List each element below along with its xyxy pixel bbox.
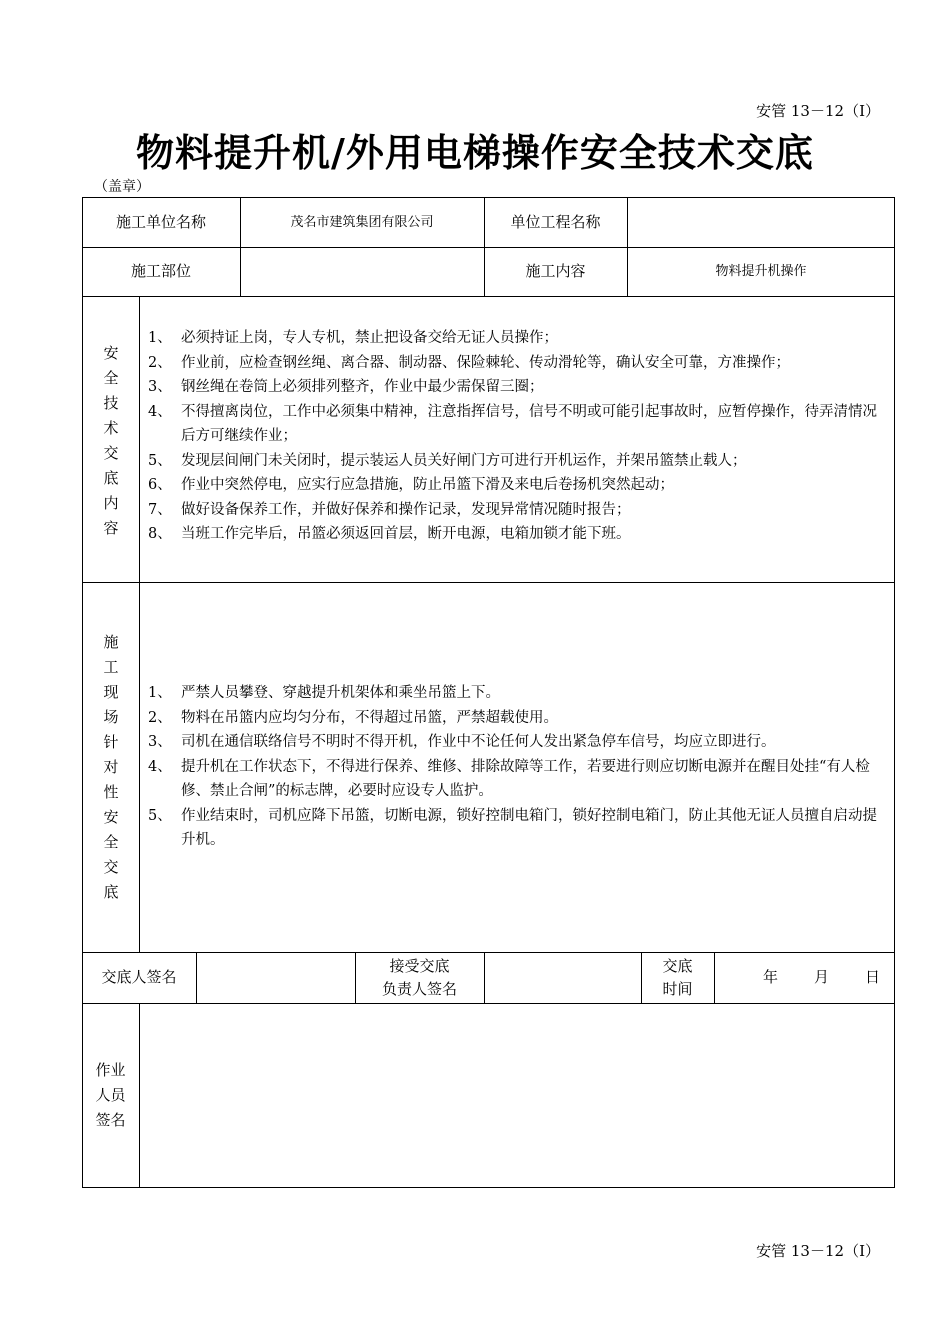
safety-item-text: 必须持证上岗，专人专机，禁止把设备交给无证人员操作； bbox=[180, 330, 558, 346]
page-title: 物料提升机/外用电梯操作安全技术交底 bbox=[136, 130, 814, 175]
safety-items-list bbox=[148, 326, 890, 547]
col-divider bbox=[139, 296, 140, 952]
unit-name-label: 施工单位名称 bbox=[115, 212, 206, 231]
workers-signature-field[interactable] bbox=[139, 1003, 895, 1188]
safety-item bbox=[148, 449, 890, 474]
site-item-number: 2、 bbox=[148, 709, 181, 726]
safety-item-text: 发现层间闸门未关闭时，提示装运人员关好闸门方可进行开机运作，并架吊篮禁止载人； bbox=[180, 452, 747, 469]
receiver-signature-field[interactable] bbox=[484, 952, 641, 1003]
content-value[interactable]: 物料提升机操作 bbox=[715, 264, 807, 279]
safety-item-text: 作业前，应检查钢丝绳、离合器、制动器、保险棘轮、传动滑轮等，确认安全可靠，方准操作； bbox=[180, 354, 790, 371]
safety-item-text: 不得擅离岗位，工作中必须集中精神，注意指挥信号，信号不明或可能引起事故时，应暂停操作，待弄清情况后方可继续作业； bbox=[180, 403, 877, 444]
row-divider bbox=[82, 296, 895, 297]
safety-item-number: 4、 bbox=[148, 403, 181, 420]
site-item-text: 提升机在工作状态下，不得进行保养、维修、排除故障等工作，若要进行则应切断电源并在醒目处挂“有人检修、禁止合闸”的标志牌，必要时应设专人监护。 bbox=[180, 758, 870, 799]
site-item bbox=[148, 681, 890, 706]
site-item-text: 严禁人员攀登、穿越提升机架体和乘坐吊篮上下。 bbox=[180, 685, 500, 701]
safety-item-number: 6、 bbox=[148, 477, 181, 493]
safety-item bbox=[148, 326, 890, 351]
safety-section-label: 安全技术交底内容 bbox=[103, 344, 119, 537]
time-label bbox=[641, 952, 714, 1003]
site-item-text: 物料在吊篮内应均匀分布，不得超过吊篮，严禁超载使用。 bbox=[180, 709, 558, 726]
workers-label-line1: 作业 bbox=[95, 1061, 126, 1079]
receiver-label-line1: 接受交底 bbox=[389, 956, 450, 975]
site-items-list bbox=[148, 681, 890, 853]
date-month: 月 bbox=[814, 968, 830, 986]
giver-signature-label: 交底人签名 bbox=[101, 968, 177, 986]
site-section-label: 施工现场针对性安全交底 bbox=[103, 633, 119, 901]
safety-item bbox=[148, 400, 890, 449]
unit-name-value[interactable]: 茂名市建筑集团有限公司 bbox=[290, 214, 434, 230]
safety-item-number: 3、 bbox=[148, 379, 181, 395]
document-code-bottom: 安管 13－12（Ⅰ） bbox=[756, 1242, 880, 1260]
safety-item-text: 做好设备保养工作，并做好保养和操作记录，发现异常情况随时报告； bbox=[180, 501, 631, 518]
safety-item-number: 7、 bbox=[148, 501, 181, 518]
giver-signature-field[interactable] bbox=[196, 952, 355, 1003]
location-value[interactable] bbox=[240, 247, 484, 296]
site-item-number: 5、 bbox=[148, 807, 181, 824]
time-label-line1: 交底 bbox=[662, 956, 693, 975]
safety-item-number: 2、 bbox=[148, 354, 181, 371]
time-label-line2: 时间 bbox=[662, 979, 693, 998]
site-item-number: 4、 bbox=[148, 758, 181, 775]
safety-item-text: 作业中突然停电，应实行应急措施，防止吊篮下滑及来电后卷扬机突然起动； bbox=[180, 477, 674, 493]
site-item bbox=[148, 706, 890, 731]
site-item-number: 1、 bbox=[148, 685, 181, 701]
safety-item bbox=[148, 498, 890, 523]
document-code-top: 安管 13－12（Ⅰ） bbox=[756, 102, 880, 120]
safety-item-number: 8、 bbox=[148, 526, 181, 542]
date-field[interactable] bbox=[714, 952, 895, 1003]
safety-item-text: 钢丝绳在卷筒上必须排列整齐，作业中最少需保留三圈； bbox=[180, 379, 544, 395]
safety-item bbox=[148, 522, 890, 547]
site-item-text: 司机在通信联络信号不明时不得开机，作业中不论任何人发出紧急停车信号，均应立即进行。 bbox=[180, 734, 776, 750]
row-divider bbox=[82, 582, 895, 583]
workers-label-line2: 人员 bbox=[95, 1086, 126, 1104]
safety-item-number: 5、 bbox=[148, 452, 181, 469]
safety-item bbox=[148, 473, 890, 498]
safety-item bbox=[148, 351, 890, 376]
project-name-label: 单位工程名称 bbox=[510, 212, 601, 231]
seal-label: （盖章） bbox=[94, 179, 150, 195]
project-name-value[interactable] bbox=[627, 197, 895, 247]
site-item-number: 3、 bbox=[148, 734, 181, 750]
workers-label-line3: 签名 bbox=[95, 1111, 126, 1129]
date-day: 日 bbox=[865, 968, 881, 986]
safety-item-number: 1、 bbox=[148, 330, 181, 346]
receiver-label-line2: 负责人签名 bbox=[381, 979, 457, 998]
date-year: 年 bbox=[763, 968, 779, 986]
location-label: 施工部位 bbox=[130, 262, 191, 280]
site-item bbox=[148, 730, 890, 755]
site-item bbox=[148, 755, 890, 804]
workers-signature-label bbox=[82, 1003, 139, 1188]
receiver-signature-label bbox=[355, 952, 484, 1003]
site-item-text: 作业结束时，司机应降下吊篮，切断电源，锁好控制电箱门，锁好控制电箱门，防止其他无证人员擅自启动提升机。 bbox=[180, 807, 877, 848]
site-item bbox=[148, 804, 890, 853]
safety-item bbox=[148, 375, 890, 400]
safety-item-text: 当班工作完毕后，吊篮必须返回首层，断开电源，电箱加锁才能下班。 bbox=[180, 526, 631, 542]
content-label: 施工内容 bbox=[525, 262, 586, 280]
